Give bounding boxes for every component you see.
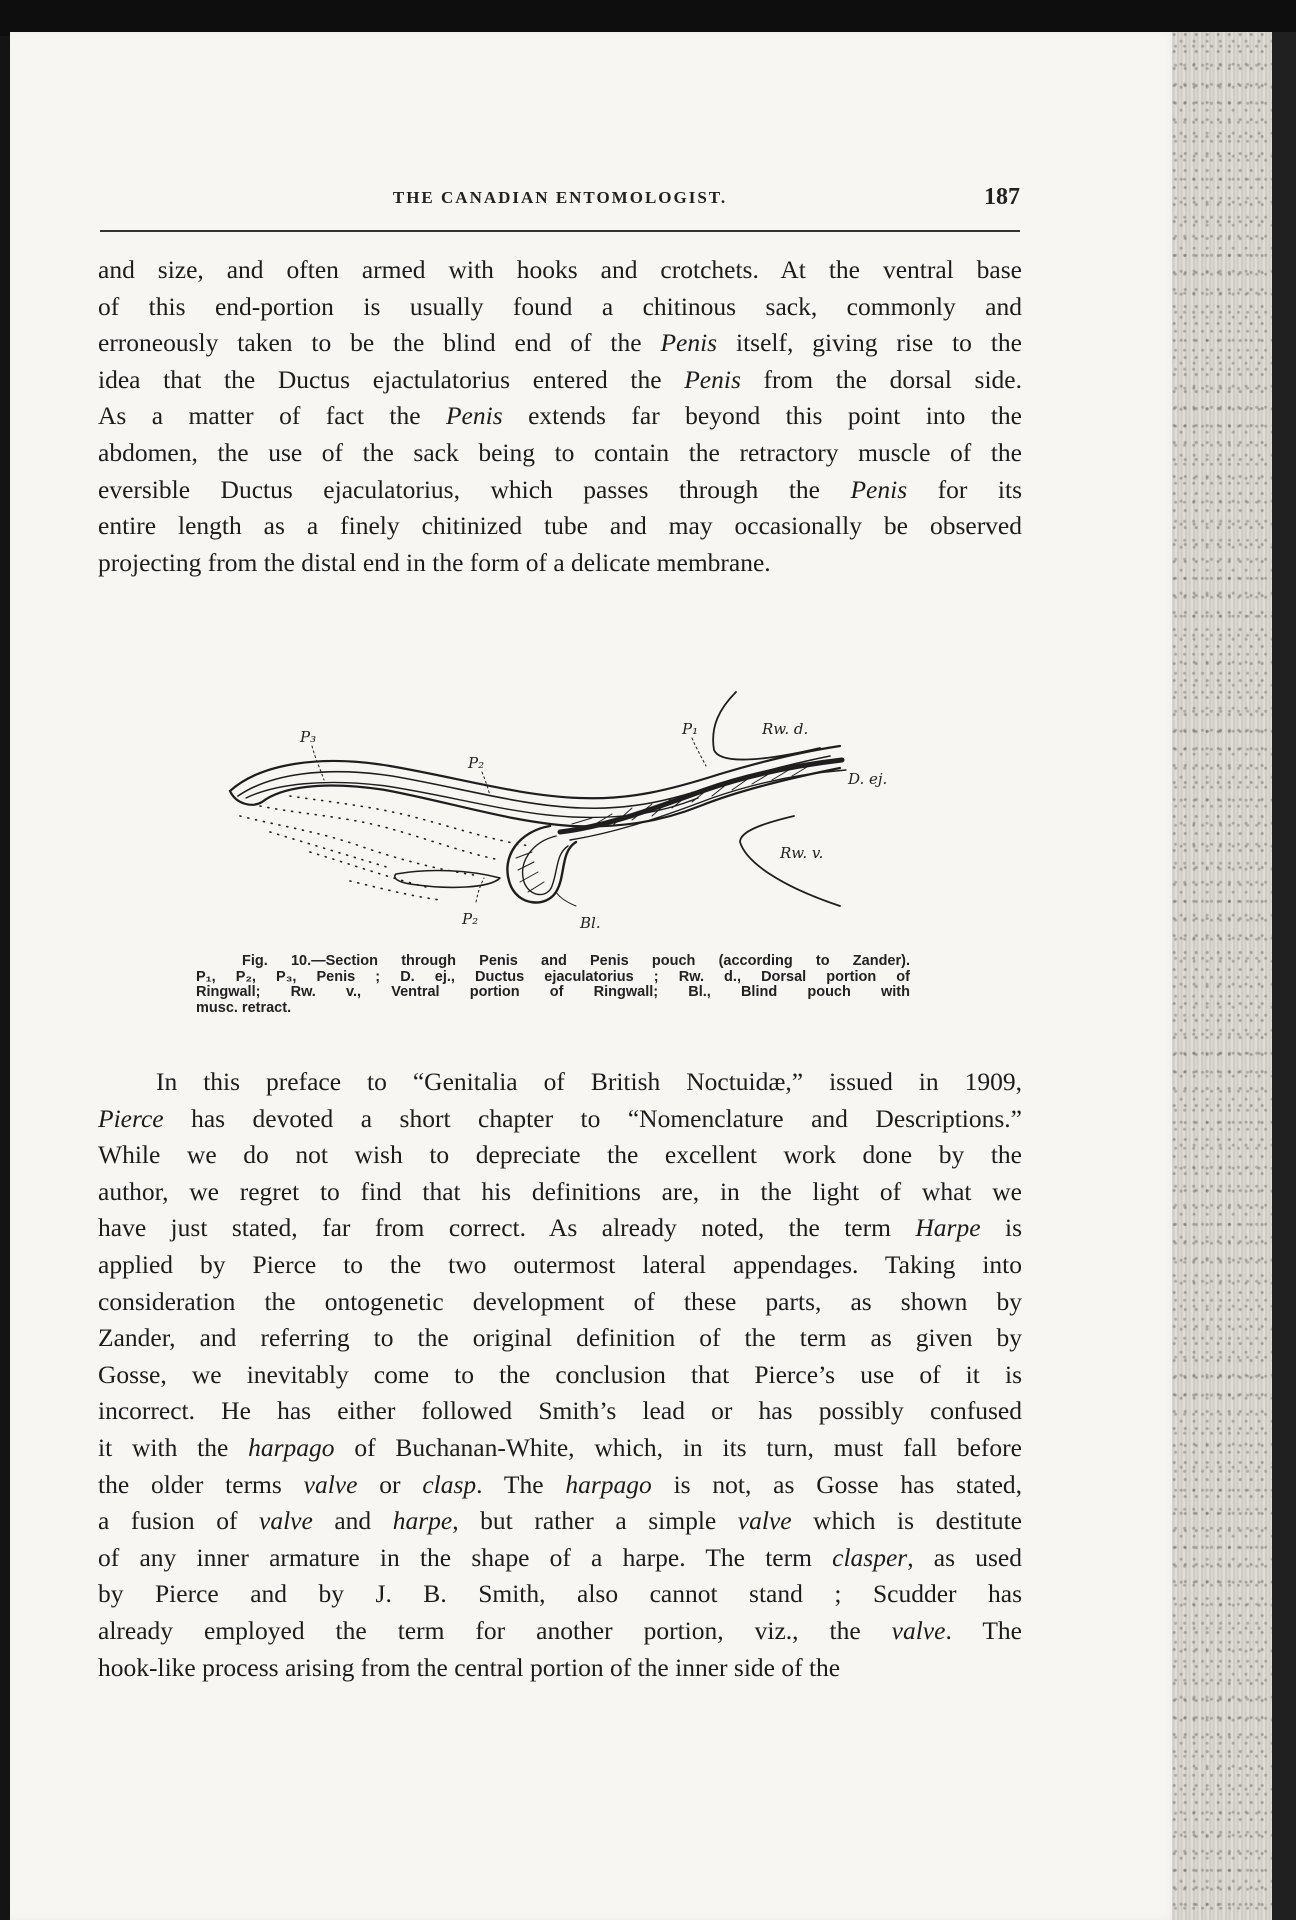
text-run: idea that the Ductus ejactulatorius entered the bbox=[98, 364, 685, 394]
text-line bbox=[98, 398, 1022, 435]
italic-term: valve bbox=[737, 1506, 792, 1536]
text-run: is not, as Gosse has stated, bbox=[651, 1469, 1022, 1499]
leader-bl bbox=[556, 892, 576, 906]
text-run: extends far beyond this point into the bbox=[502, 401, 1022, 431]
italic-term: Penis bbox=[850, 474, 908, 504]
italic-term: valve bbox=[303, 1469, 358, 1499]
italic-term: clasp bbox=[422, 1469, 477, 1499]
text-line bbox=[98, 1137, 1022, 1174]
text-line bbox=[98, 1467, 1022, 1504]
text-run: consideration the ontogenetic development of these parts, as shown by bbox=[98, 1286, 1022, 1316]
blind-pouch bbox=[507, 826, 576, 902]
ductus-inner-line bbox=[570, 770, 846, 840]
text-run: erroneously taken to be the blind end of the bbox=[98, 328, 661, 358]
italic-term: Pierce bbox=[98, 1103, 164, 1133]
text-line bbox=[98, 362, 1022, 399]
text-line bbox=[98, 1613, 1022, 1650]
text-line bbox=[98, 1320, 1022, 1357]
text-run: , as used bbox=[907, 1542, 1022, 1572]
text-run: and bbox=[312, 1506, 393, 1536]
text-line bbox=[98, 1576, 1022, 1613]
label-p3: P₃ bbox=[300, 728, 317, 746]
book-page-edges bbox=[1172, 32, 1272, 1920]
text-run: or bbox=[357, 1469, 423, 1499]
label-rw-d: Rw. d. bbox=[762, 720, 809, 738]
text-line bbox=[98, 545, 1022, 582]
text-run: author, we regret to find that his definitions are, in the light of what we bbox=[98, 1176, 1022, 1206]
text-line bbox=[98, 1430, 1022, 1467]
text-line bbox=[98, 1210, 1022, 1247]
text-line bbox=[98, 1650, 1022, 1687]
page-edge-texture bbox=[1172, 32, 1272, 1920]
text-run: which is destitute bbox=[791, 1506, 1022, 1536]
text-line bbox=[98, 252, 1022, 289]
text-line bbox=[98, 472, 1022, 509]
page-number: 187 bbox=[984, 184, 1020, 210]
running-head: THE CANADIAN ENTOMOLOGIST. bbox=[392, 188, 728, 207]
lower-lobe bbox=[395, 871, 500, 888]
text-line bbox=[98, 508, 1022, 545]
text-run: a fusion of bbox=[98, 1506, 259, 1536]
italic-term: Penis bbox=[445, 401, 503, 431]
text-run: from the dorsal side. bbox=[740, 364, 1022, 394]
blind-pouch-inner bbox=[523, 836, 568, 895]
text-run: already employed the term for another portion, viz., the bbox=[98, 1615, 892, 1645]
text-run: have just stated, far from correct. As already noted, the term bbox=[98, 1213, 916, 1243]
text-line bbox=[98, 289, 1022, 326]
figure-10 bbox=[200, 656, 920, 956]
caption-line: Fig. 10.—Section through Penis and Penis pouch (according to Zander). bbox=[242, 953, 910, 969]
penis-section-diagram bbox=[200, 656, 920, 956]
scan-right-edge bbox=[1272, 32, 1296, 1920]
text-run: . The bbox=[476, 1469, 566, 1499]
text-line bbox=[98, 325, 1022, 362]
caption-line: P₁, P₂, P₃, Penis ; D. ej., Ductus ejaculatorius ; Rw. d., Dorsal portion of bbox=[196, 968, 910, 985]
italic-term: clasper bbox=[832, 1542, 908, 1572]
text-line bbox=[98, 1357, 1022, 1394]
text-run: is bbox=[980, 1213, 1022, 1243]
label-bl: Bl. bbox=[580, 914, 601, 932]
text-run: In this preface to “Genitalia of British Noctuidæ,” issued in 1909, bbox=[156, 1067, 1022, 1096]
text-line bbox=[98, 1174, 1022, 1211]
italic-term: Penis bbox=[660, 328, 718, 358]
text-run: projecting from the distal end in the form of a delicate membrane. bbox=[98, 547, 771, 577]
text-line bbox=[98, 1284, 1022, 1321]
text-run: hook-like process arising from the central portion of the inner side of the bbox=[98, 1652, 841, 1682]
text-run: of this end-portion is usually found a chitinous sack, commonly and bbox=[98, 291, 1022, 321]
text-run: for its bbox=[907, 474, 1022, 504]
text-line bbox=[98, 1393, 1022, 1430]
text-run: abdomen, the use of the sack being to contain the retractory muscle of the bbox=[98, 437, 1022, 467]
italic-term: valve bbox=[259, 1506, 313, 1536]
text-line bbox=[98, 1540, 1022, 1577]
text-run: itself, giving rise to the bbox=[717, 328, 1022, 358]
paragraph-2 bbox=[98, 1064, 1022, 1686]
label-rw-v: Rw. v. bbox=[780, 844, 824, 862]
text-line bbox=[98, 435, 1022, 472]
italic-term: valve bbox=[891, 1615, 946, 1645]
italic-term: harpago bbox=[565, 1469, 652, 1499]
scan-top-edge bbox=[0, 0, 1296, 36]
text-run: of Buchanan-White, which, in its turn, must fall before bbox=[334, 1432, 1022, 1462]
text-run: by Pierce and by J. B. Smith, also cannot stand ; Scudder has bbox=[98, 1579, 1022, 1609]
blind-pouch-hatch bbox=[516, 852, 544, 892]
text-run: . The bbox=[945, 1615, 1022, 1645]
caption-line: musc. retract. bbox=[196, 999, 292, 1016]
italic-term: Penis bbox=[684, 364, 741, 394]
italic-term: harpago bbox=[248, 1432, 335, 1462]
text-line bbox=[98, 1064, 1022, 1101]
text-line bbox=[98, 1101, 1022, 1138]
leader-p1 bbox=[692, 738, 706, 766]
text-run: incorrect. He has either followed Smith’s lead or has possibly confused bbox=[98, 1396, 1022, 1426]
text-line bbox=[98, 1503, 1022, 1540]
label-p1: P₁ bbox=[682, 720, 699, 738]
paragraph-1 bbox=[98, 252, 1022, 581]
text-run: the older terms bbox=[98, 1469, 304, 1499]
text-run: and size, and often armed with hooks and crotchets. At the ventral base bbox=[98, 255, 1022, 284]
text-run: eversible Ductus ejaculatorius, which passes through the bbox=[98, 474, 851, 504]
text-run: Gosse, we inevitably come to the conclusion that Pierce’s use of it is bbox=[98, 1359, 1022, 1389]
label-p2-upper: P₂ bbox=[468, 754, 485, 772]
text-run: entire length as a finely chitinized tube and may occasionally be observed bbox=[98, 511, 1022, 541]
caption-line: Ringwall; Rw. v., Ventral portion of Ringwall; Bl., Blind pouch with bbox=[196, 984, 910, 1000]
page-header bbox=[100, 184, 1020, 220]
text-run: While we do not wish to depreciate the excellent work done by the bbox=[98, 1140, 1022, 1170]
italic-term: harpe bbox=[392, 1506, 453, 1536]
text-run: , but rather a simple bbox=[452, 1506, 738, 1536]
text-run: Zander, and referring to the original definition of the term as given by bbox=[98, 1323, 1022, 1353]
label-p2-lower: P₂ bbox=[462, 910, 479, 928]
leader-p3 bbox=[312, 746, 324, 780]
header-rule bbox=[100, 230, 1020, 232]
text-line bbox=[98, 1247, 1022, 1284]
text-run: it with the bbox=[98, 1432, 249, 1462]
figure-caption bbox=[196, 954, 910, 1016]
label-d-ej: D. ej. bbox=[848, 770, 888, 788]
text-run: has devoted a short chapter to “Nomenclature and Descriptions.” bbox=[163, 1103, 1022, 1133]
text-run: applied by Pierce to the two outermost lateral appendages. Taking into bbox=[98, 1249, 1022, 1279]
text-run: As a matter of fact the bbox=[98, 401, 446, 431]
italic-term: Harpe bbox=[915, 1213, 981, 1243]
leader-p2-lower bbox=[476, 878, 484, 902]
text-run: of any inner armature in the shape of a harpe. The term bbox=[98, 1542, 833, 1572]
